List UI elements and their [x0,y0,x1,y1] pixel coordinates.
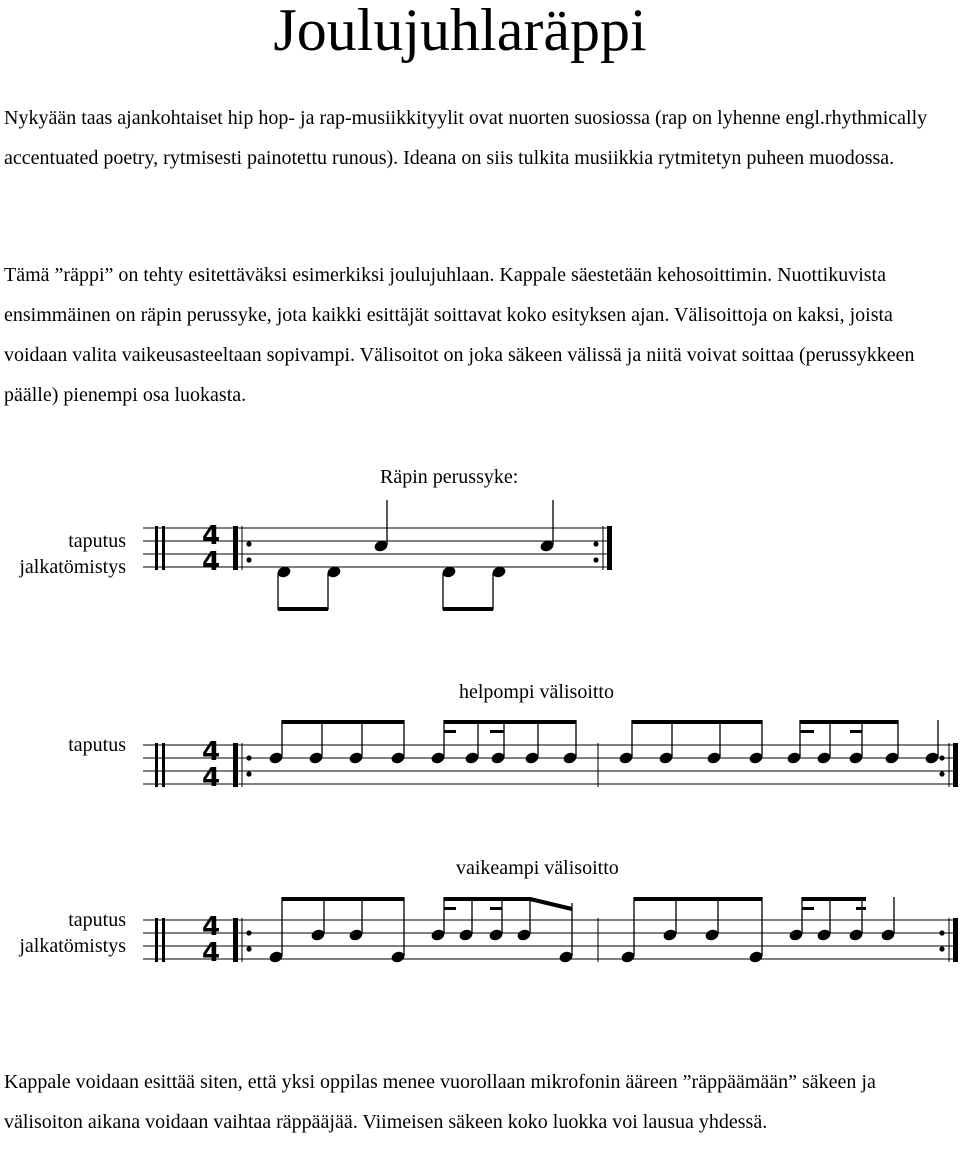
instructions-paragraph: Tämä ”räppi” on tehty esitettäväksi esimerkiksi joulujuhlaan. Kappale säestetään kehosoittimin. Nuottikuvista ensimmäinen on räpin perussyke, jota kaikki esittäjät soittavat koko esityksen ajan. Välisoittoja on kaksi, joista voidaan valita vaikeusasteeltaan sopivampi. Välisoitot on joka säkeen välissä ja niitä voivat soittaa (perussykkeen päälle) pienempi osa luokasta. [4,264,915,406]
repeat-dot [593,541,598,546]
repeat-end-thick-bar [607,526,612,570]
hard-interlude-score [0,885,960,975]
repeat-dot [593,557,598,562]
repeat-dot [939,930,944,935]
time-signature-bottom: 4 [201,547,221,577]
sixteenth-beam [856,907,866,910]
percussion-clef-icon [162,526,165,570]
easy-interlude-score [0,710,960,800]
sixteenth-beam [490,730,504,733]
time-signature-bottom: 4 [201,763,221,793]
time-signature-top: 4 [201,737,221,767]
beam [444,720,576,724]
easy-label-clap: taputus [68,734,126,756]
beam [634,897,762,901]
time-signature-bottom: 4 [201,938,221,968]
repeat-dot [246,930,251,935]
sixteenth-beam [444,907,456,910]
time-signature-top: 4 [201,912,221,942]
eighth-beam [443,607,493,611]
basic-label-stomp: jalkatömistys [19,556,126,578]
repeat-end-thick-bar [953,918,958,962]
repeat-start-thick-bar [233,743,238,787]
beam [802,897,866,901]
sixteenth-beam [802,907,814,910]
repeat-end-thick-bar [953,743,958,787]
repeat-dot [246,541,251,546]
easy-interlude-caption: helpompi välisoitto [459,681,614,703]
basic-label-clap: taputus [68,530,126,552]
sixteenth-beam [444,730,456,733]
repeat-dot [939,771,944,776]
repeat-dot [939,946,944,951]
repeat-dot [246,946,251,951]
closing-paragraph: Kappale voidaan esittää siten, että yksi oppilas menee vuorollaan mikrofonin ääreen ”räppäämään” säkeen ja välisoiton aikana voidaan vaihtaa räppääjää. Viimeisen säkeen koko luokka voi lausua yhdessä. [4,1071,876,1133]
sixteenth-beam [800,730,814,733]
repeat-dot [246,771,251,776]
hard-interlude-caption: vaikeampi välisoitto [456,857,619,879]
sixteenth-beam [490,907,502,910]
percussion-clef-icon [162,918,165,962]
hard-label-stomp: jalkatömistys [19,935,126,957]
hard-label-clap: taputus [68,909,126,931]
percussion-clef-icon [162,743,165,787]
page-title: Joulujuhlaräppi [273,0,647,63]
percussion-clef-icon [155,918,158,962]
intro-paragraph: Nykyään taas ajankohtaiset hip hop- ja rap-musiikkityylit ovat nuorten suosiossa (rap on lyhenne engl.rhythmically accentuated poetry, rytmisesti painotettu runous). Ideana on siis tulkita musiikkia rytmitetyn puheen muodossa. [4,107,928,169]
percussion-clef-icon [155,743,158,787]
eighth-beam [278,607,328,611]
beam [632,720,762,724]
repeat-dot [939,755,944,760]
percussion-clef-icon [155,526,158,570]
beam [282,720,404,724]
basic-rhythm-caption: Räpin perussyke: [380,466,519,488]
repeat-start-thick-bar [233,918,238,962]
beam [444,897,530,901]
basic-rhythm-score [0,490,960,620]
slanted-beam [530,899,572,909]
repeat-start-thick-bar [233,526,238,570]
beam [800,720,898,724]
beam [282,897,404,901]
repeat-dot [246,557,251,562]
time-signature-top: 4 [201,521,221,551]
repeat-dot [246,755,251,760]
sixteenth-beam [850,730,862,733]
